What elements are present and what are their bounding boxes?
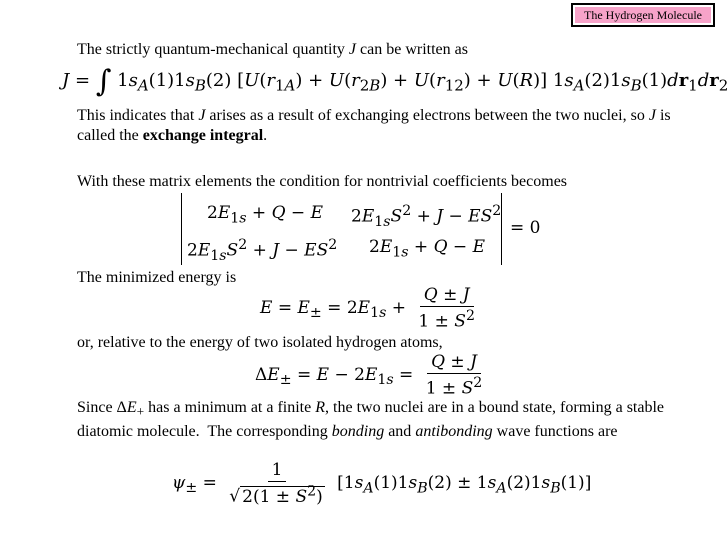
exchange-integral-equation: J = ∫ $1s_A(1)1s_B(2) [U(r_{1A}) + U(r_{2B}) + U(r_{12}) + U(R)]$ $1s_A(2)1s_B(1)dr_1dr_2$ [62,64,728,99]
det-a21: $2E_{1s}S^2 + J - ES^2$ [187,237,338,265]
exchange-paragraph: This indicates that J arises as a result of exchanging electrons between the two nuclei, so J is called the exchange integral. [77,107,671,144]
exchange-term: exchange integral [142,127,264,144]
det-a12: $2E_{1s}S^2 + J - ES^2$ [351,203,502,231]
determinant-left-bar [181,193,182,265]
intro-text: The strictly quantum-mechanical quantity J can be written as [77,41,468,58]
header-title: The Hydrogen Molecule [575,7,711,23]
determinant-rhs: = 0 [510,218,541,238]
det-a11: $2E_{1s} + Q - E$ [207,203,324,227]
header-badge [571,3,715,27]
energy-equation: $E = E_\pm = 2E_{1s}$ + $\frac{Q \pm J}{1 \pm S^2}$ [260,285,475,332]
wavefunction-equation: $\psi_\pm$ = $\frac{1}{√ 2(1 \pm S^2)}$ $[1s_A(1)1s_B(2) \pm 1s_A(2)1s_B(1)]$ [172,460,592,507]
secular-determinant [181,193,503,265]
since-paragraph: Since $\Delta E_+$ has a minimum at a finite R, the two nuclei are in a bound state, forming a stable diatomic molecule. The corresponding bonding and antibonding wave functions are [77,399,665,441]
matrix-paragraph: With these matrix elements the condition for nontrivial coefficients becomes [77,173,568,190]
det-a22: $2E_{1s} + Q - E$ [369,237,486,261]
minimized-paragraph: The minimized energy is [77,269,237,286]
delta-energy-equation: $\Delta E_\pm = E - 2E_{1s}$ = $\frac{Q \pm J}{1 \pm S^2}$ [255,352,483,399]
relative-paragraph: or, relative to the energy of two isolated hydrogen atoms, [77,334,443,351]
